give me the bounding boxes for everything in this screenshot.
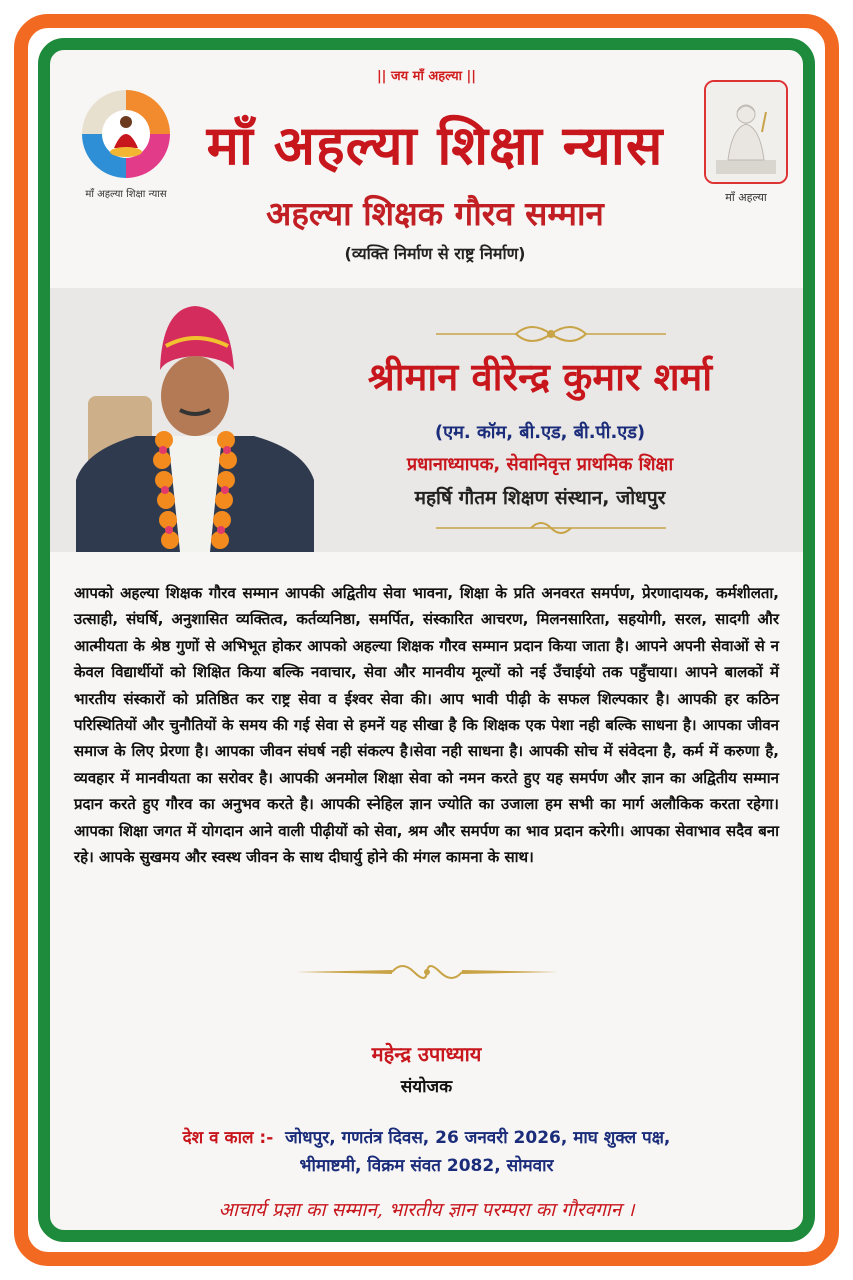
place-time-label: देश व काल :- — [182, 1128, 274, 1148]
statue-caption: माँ अहल्या — [725, 191, 767, 204]
citation-text: आपको अहल्या शिक्षक गौरव सम्मान आपकी अद्वितीय सेवा भावना, शिक्षा के प्रति अनवरत समर्पण, प्रेरणादायक, कर्मशीलता, उत्साही, संघर्षि, अनुशासित व्यक्तित्व, कर्तव्यनिष्ठा, समर्पित, संस्कारित आचरण, मिलनसारिता, सहयोगी, सरल, सादगी और आत्मीयता के श्रेष्ठ गुणों से अभिभूत होकर आपको अहल्या शिक्षक गौरव सम्मान प्रदान किया जाता है। आपने अपनी सेवाओं से न केवल विद्यार्थीयों को शिक्षित किया बल्कि नवाचार, सेवा और मानवीय मूल्यों को नई उँचाईयो तक पहुँचाया। आपने बालकों में भारतीय संस्कारों को प्रतिष्ठित कर राष्ट्र सेवा व ईश्वर सेवा की। आप भावी पीढ़ी के सफल शिल्पकार है। आपकी हर कठिन परिस्थितियों और चुनौतियों के समय की गई सेवा से हमनें यह सीखा है कि शिक्षक एक पेशा नही बल्कि साधना है। आपका जीवन समाज के लिए प्रेरणा है। आपका जीवन संघर्ष नही संकल्प है।सेवा नही साधना है। आपकी सोच में संवेदना है, कर्म में करुणा है, व्यवहार में मानवीयता का सरोवर है। आपकी अनमोल शिक्षा सेवा को नमन करते हुए यह समर्पण और ज्ञान का अद्वितीय सम्मान प्रदान करते हुए गौरव का अनुभव करते है। आपकी स्नेहिल ज्ञान ज्योति का उजाला हम सभी का मार्ग अलौकिक करता रहेगा। आपका शिक्षा जगत में योगदान आने वाली पीढ़ीयों को सेवा, श्रम और समर्पण का भाव प्रदान करेगी। आपका सेवाभाव सदैव बना रहे। आपके सुखमय और स्वस्थ जीवन के साथ दीघार्यु होने की मंगल कामना के साथ। — [74, 584, 779, 867]
gold-flourish-icon — [436, 516, 666, 540]
signatory-role: संयोजक — [400, 1077, 453, 1097]
top-tagline: || जय माँ अहल्या || — [376, 69, 477, 84]
honoree-institution: महर्षि गौतम शिक्षण संस्थान, जोधपुर — [414, 487, 666, 509]
honoree-qualifications: (एम. कॉम, बी.एड, बी.पी.एड) — [434, 422, 646, 443]
trust-logo-icon — [72, 80, 180, 188]
place-time-line2: भीमाष्टमी, विक्रम संवत 2082, सोमवार — [299, 1156, 554, 1176]
signatory-name: महेन्द्र उपाध्याय — [371, 1042, 482, 1066]
gold-flourish-icon — [436, 318, 666, 350]
honoree-designation: प्रधानाध्यापक, सेवानिवृत्त प्राथमिक शिक्षा — [406, 454, 674, 475]
award-subtitle: अहल्या शिक्षक गौरव सम्मान — [266, 194, 604, 233]
ahalya-statue-icon — [706, 82, 786, 182]
place-time-line1: जोधपुर, गणतंत्र दिवस, 26 जनवरी 2026, माघ शुक्ल पक्ष, — [285, 1128, 671, 1148]
logo-caption: माँ अहल्या शिक्षा न्यास — [85, 189, 167, 200]
place-and-time — [110, 1124, 743, 1180]
main-title: माँ अहल्या शिक्षा न्यास — [206, 114, 664, 177]
footer-slogan: आचार्य प्रज्ञा का सम्मान, भारतीय ज्ञान परम्परा का गौरवगान । — [218, 1199, 635, 1221]
honoree-name: श्रीमान वीरेन्द्र कुमार शर्मा — [367, 354, 713, 399]
statue-frame — [704, 80, 788, 184]
motto: (व्यक्ति निर्माण से राष्ट्र निर्माण) — [344, 244, 526, 263]
gold-flourish-icon — [296, 958, 558, 986]
honoree-photo — [76, 300, 314, 552]
